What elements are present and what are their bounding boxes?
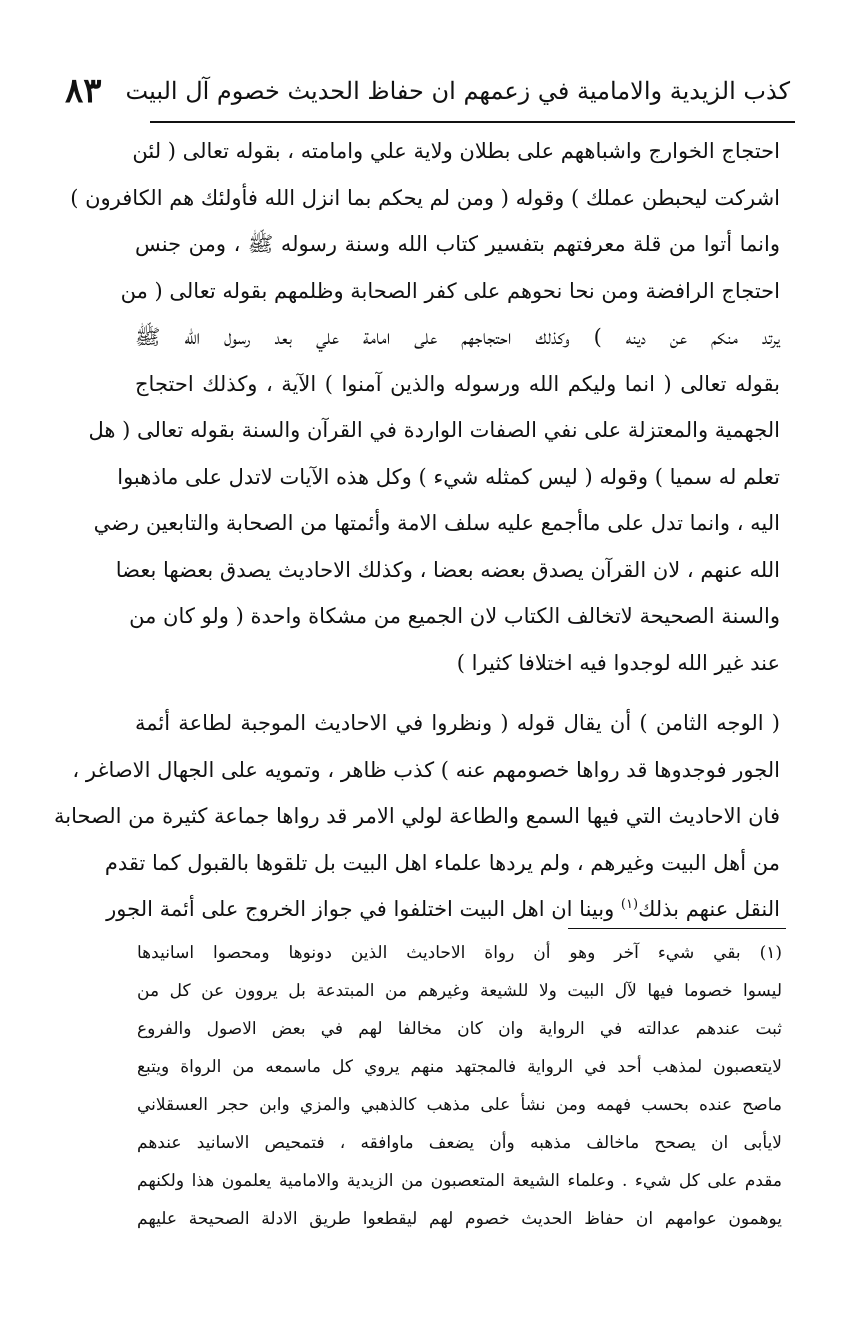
- page-header: [65, 66, 790, 116]
- text-segment: وبينا ان اهل البيت اختلفوا في جواز الخروج على أئمة الجور: [106, 897, 621, 921]
- text-line: يرتد منكم عن دينه ) وكذلك احتجاجهم على امامة علي بعد رسول الله ﷺ: [135, 325, 780, 349]
- text-line: الجهمية والمعتزلة على نفي الصفات الواردة في القرآن والسنة بقوله تعالى ( هل: [88, 418, 780, 442]
- page-number: ٨٣: [65, 71, 102, 111]
- footnote-line: لايتعصبون لمذهب أحد في الرواية فالمجتهد منهم يروي كل ماسمعه من الرواة ويتبع: [137, 1057, 782, 1077]
- footnote-line: مقدم على كل شيء . وعلماء الشيعة المتعصبون من الزيدية والامامية يعلمون هذا ولكنهم: [137, 1171, 782, 1191]
- text-line: الله عنهم ، لان القرآن يصدق بعضه بعضا ، وكذلك الاحاديث يصدق بعضها بعضا: [115, 557, 780, 582]
- footnote-line: ماصح عنده بحسب فهمه ومن نشأ على مذهب كالذهبي والمزي وابن حجر العسقلاني: [137, 1095, 782, 1115]
- footnote-line: يوهمون عوامهم ان حفاظ الحديث خصوم لهم ليقطعوا طريق الادلة الصحيحة عليهم: [137, 1209, 782, 1229]
- text-segment: النقل عنهم بذلك: [638, 897, 780, 921]
- footnote-line: لايأبى ان يصحح ماخالف مذهبه وأن يضعف ماوافقه ، فتمحيص الاسانيد عندهم: [137, 1133, 782, 1153]
- main-text: [54, 128, 780, 933]
- text-line-with-footnote: [106, 886, 780, 933]
- footnote-line: ليسوا خصوما فيها لآل البيت ولا للشيعة وغيرهم من المبتدعة بل يروون عن كل من: [137, 981, 782, 1001]
- text-line: احتجاج الخوارج واشباههم على بطلان ولاية علي وامامته ، بقوله تعالى ( لئن: [132, 139, 780, 163]
- text-line: والسنة الصحيحة لاتخالف الكتاب لان الجميع من مشكاة واحدة ( ولو كان من: [129, 604, 780, 628]
- text-line: عند غير الله لوجدوا فيه اختلافا كثيرا ): [456, 650, 780, 675]
- text-line: اليه ، وانما تدل على ماأجمع عليه سلف الامة وأئمتها من الصحابة والتابعين رضي: [93, 511, 780, 535]
- text-line: من أهل البيت وغيرهم ، ولم يردها علماء اهل البيت بل تلقوها بالقبول كما تقدم: [104, 850, 780, 875]
- text-line: ( الوجه الثامن ) أن يقال قوله ( ونظروا في الاحاديث الموجبة لطاعة أئمة: [135, 711, 780, 735]
- footnote-line: ثبت عندهم عدالته في الرواية وان كان مخالفا لهم في بعض الاصول والفروع: [137, 1019, 782, 1039]
- text-line: بقوله تعالى ( انما وليكم الله ورسوله والذين آمنوا ) الآية ، وكذلك احتجاج: [135, 371, 780, 396]
- footnotes: [137, 934, 782, 1238]
- text-line: وانما أتوا من قلة معرفتهم بتفسير كتاب الله وسنة رسوله ﷺ ، ومن جنس: [135, 232, 780, 256]
- text-line: اشركت ليحبطن عملك ) وقوله ( ومن لم يحكم بما انزل الله فأولئك هم الكافرون ): [70, 185, 780, 210]
- text-line: تعلم له سميا ) وقوله ( ليس كمثله شيء ) وكل هذه الآيات لاتدل على ماذهبوا: [117, 464, 780, 489]
- running-title: كذب الزيدية والامامية في زعمهم ان حفاظ الحديث خصوم آل البيت: [125, 77, 790, 105]
- paragraph-gap: [135, 686, 780, 700]
- footnote-rule: [568, 928, 786, 929]
- footnote-marker: (١): [620, 897, 639, 912]
- text-line: الجور فوجدوها قد رواها خصومهم عنه ) كذب ظاهر ، وتمويه على الجهال الاصاغر ،: [72, 757, 780, 782]
- text-line: احتجاج الرافضة ومن نحا نحوهم على كفر الصحابة وظلمهم بقوله تعالى ( من: [120, 278, 780, 303]
- header-rule: [150, 121, 795, 123]
- footnote-line: (١) بقي شيء آخر وهو أن رواة الاحاديث الذين دونوها ومحصوا اسانيدها: [137, 943, 782, 963]
- text-line: فان الاحاديث التي فيها السمع والطاعة لولي الامر قد رواها جماعة كثيرة من الصحابة: [54, 804, 780, 828]
